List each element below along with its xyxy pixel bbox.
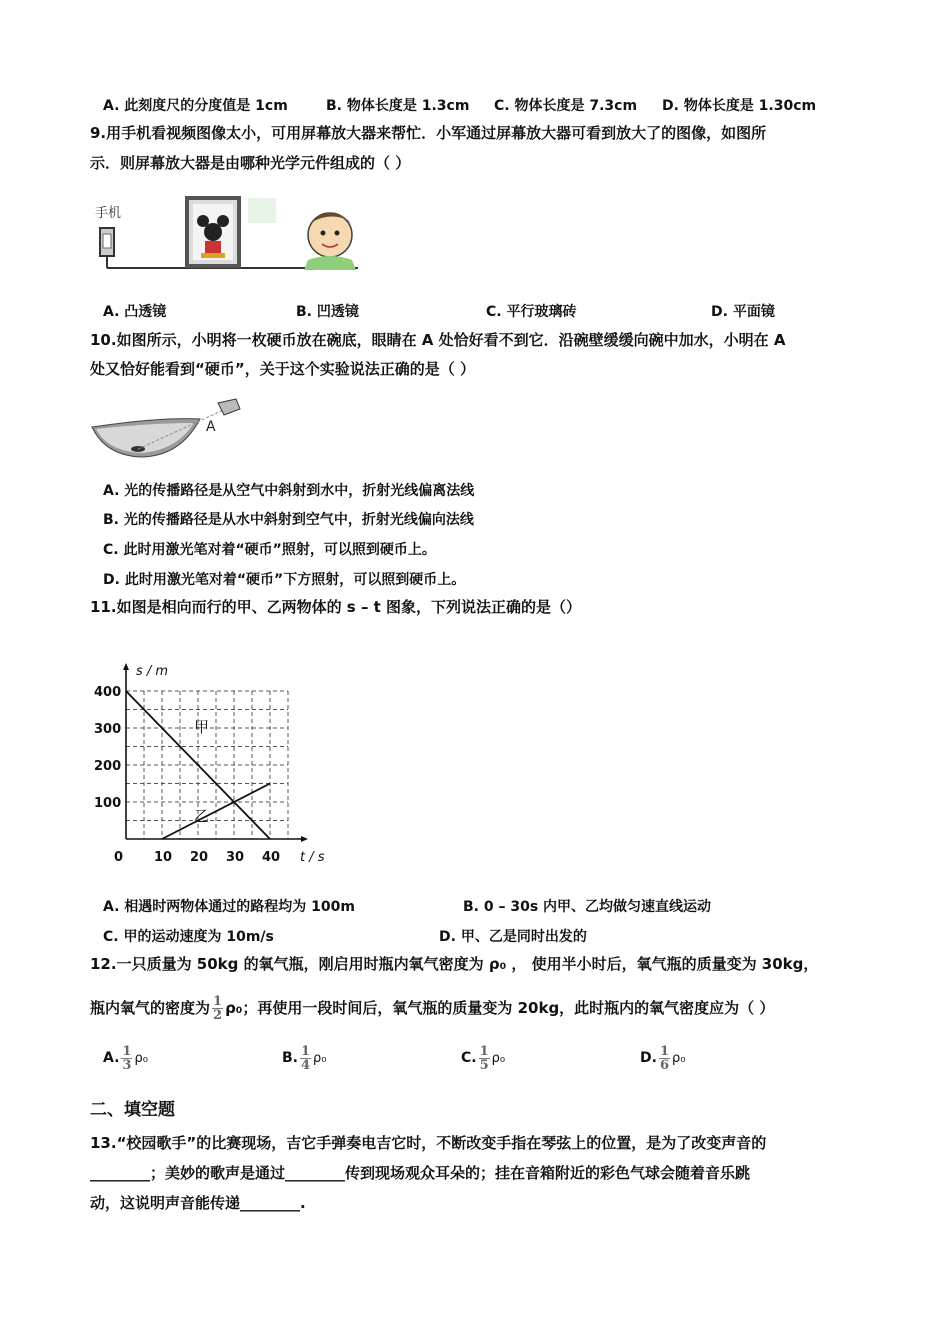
y-tick-label: 100	[94, 796, 122, 811]
q12-fraction-denominator: 2	[213, 1007, 223, 1023]
q11-option-c: C. 甲的运动速度为 10m/s	[103, 929, 274, 945]
q10-option-d: D. 此时用激光笔对着“硬币”下方照射，可以照到硬币上。	[103, 572, 466, 588]
q12-line2-post: ρ₀；再使用一段时间后，氧气瓶的质量变为 20kg，此时瓶内的氧气密度应为（ ）	[225, 999, 775, 1017]
q12-option-c	[461, 1040, 505, 1076]
q13-text-line3: 动，这说明声音能传递________.	[90, 1194, 306, 1212]
q13-text-line2: ________；美妙的歌声是通过________传到现场观众耳朵的；挂在音箱附近的彩色气球会随着音乐跳	[90, 1164, 751, 1182]
q11-option-d: D. 甲、乙是同时出发的	[439, 929, 587, 945]
q10-text-line2: 处又恰好能看到“硬币”，关于这个实验说法正确的是（ ）	[90, 360, 475, 378]
fraction-denominator: 6	[659, 1057, 669, 1073]
eye-icon	[218, 399, 240, 415]
q12-option-a-fraction	[121, 1045, 132, 1072]
q12-option-a-rho: ρ₀	[134, 1050, 148, 1066]
q12-option-a	[103, 1040, 148, 1076]
y-axis-arrow	[123, 663, 129, 670]
q10-option-a: A. 光的传播路径是从空气中斜射到水中，折射光线偏离法线	[103, 483, 475, 499]
fraction-numerator: 1	[301, 1043, 311, 1059]
q10-option-c: C. 此时用激光笔对着“硬币”照射，可以照到硬币上。	[103, 542, 436, 558]
q12-option-d-rho: ρ₀	[672, 1050, 686, 1066]
q12-option-b-rho: ρ₀	[313, 1050, 327, 1066]
q10-figure-label: A	[206, 419, 216, 435]
q10-text-line1: 10.如图所示，小明将一枚硬币放在碗底，眼睛在 A 处恰好看不到它．沿碗壁缓缓向碗中加水，小明在 A	[90, 331, 786, 349]
q12-option-c-rho: ρ₀	[491, 1050, 506, 1066]
q9-figure-label: 手机	[95, 206, 122, 221]
q10-option-b: B. 光的传播路径是从水中斜射到空气中，折射光线偏向法线	[103, 512, 474, 528]
q9-text-line1: 9.用手机看视频图像太小，可用屏幕放大器来帮忙．小军通过屏幕放大器可看到放大了的图像，如图所	[90, 124, 767, 142]
q12-option-b	[282, 1040, 327, 1076]
q12-option-b-label: B.	[282, 1050, 298, 1066]
q8-option-b: B. 物体长度是 1.3cm	[326, 98, 470, 114]
fraction-denominator: 4	[301, 1057, 311, 1073]
q9-option-b: B. 凹透镜	[296, 304, 359, 320]
q8-option-a: A. 此刻度尺的分度值是 1cm	[103, 98, 288, 114]
q9-option-d: D. 平面镜	[711, 304, 775, 320]
q12-option-d-fraction	[659, 1045, 670, 1072]
q11-text-line1: 11.如图是相向而行的甲、乙两物体的 s – t 图象，下列说法正确的是（）	[90, 598, 582, 616]
q12-option-c-fraction	[479, 1045, 490, 1072]
q9-magnifier-figure	[90, 190, 380, 280]
fraction-denominator: 3	[122, 1057, 132, 1073]
y-axis-label: s / m	[136, 664, 169, 679]
q8-option-d: D. 物体长度是 1.30cm	[662, 98, 817, 114]
fraction-denominator: 5	[479, 1057, 489, 1073]
section-title-fill-blank: 二、填空题	[90, 1100, 175, 1120]
series-label: 乙	[194, 806, 210, 825]
q12-line2-pre: 瓶内氧气的密度为	[90, 999, 211, 1017]
x-tick-label: 20	[190, 850, 209, 865]
fraction-numerator: 1	[659, 1043, 669, 1059]
q12-option-c-label: C.	[461, 1050, 477, 1066]
x-tick-label: 10	[154, 850, 173, 865]
viewer-face-icon	[308, 213, 352, 257]
fraction-numerator: 1	[479, 1043, 489, 1059]
q9-option-c: C. 平行玻璃砖	[486, 304, 577, 320]
q11-option-b: B. 0 – 30s 内甲、乙均做匀速直线运动	[463, 899, 712, 915]
q9-option-a: A. 凸透镜	[103, 304, 167, 320]
q12-option-a-label: A.	[103, 1050, 120, 1066]
x-tick-label: 40	[262, 850, 281, 865]
y-tick-label: 400	[94, 685, 122, 700]
q12-text-line2	[90, 988, 774, 1028]
series-label: 甲	[194, 718, 210, 736]
q12-option-d	[640, 1040, 685, 1076]
q9-text-line2: 示．则屏幕放大器是由哪种光学元件组成的（ ）	[90, 154, 411, 172]
fraction-numerator: 1	[122, 1043, 132, 1059]
q12-fraction-numerator: 1	[213, 993, 223, 1009]
st-chart	[90, 655, 330, 870]
q12-option-d-label: D.	[640, 1050, 657, 1066]
q10-bowl-figure	[90, 395, 250, 465]
q12-line2-fraction	[212, 995, 223, 1022]
x-tick-label: 0	[114, 850, 124, 865]
q12-text-line1: 12.一只质量为 50kg 的氧气瓶，刚启用时瓶内氧气密度为 ρ₀ ， 使用半小时后，氧气瓶的质量变为 30kg，	[90, 955, 819, 973]
q8-option-c: C. 物体长度是 7.3cm	[494, 98, 638, 114]
x-axis-label: t / s	[300, 850, 325, 865]
x-tick-label: 30	[226, 850, 245, 865]
y-tick-label: 300	[94, 722, 122, 737]
q12-option-b-fraction	[300, 1045, 311, 1072]
q11-option-a: A. 相遇时两物体通过的路程均为 100m	[103, 899, 355, 915]
q13-text-line1: 13.“校园歌手”的比赛现场，吉它手弹奏电吉它时，不断改变手指在琴弦上的位置，是为了改变声音的	[90, 1134, 767, 1152]
x-axis-arrow	[301, 836, 308, 842]
y-tick-label: 200	[94, 759, 122, 774]
